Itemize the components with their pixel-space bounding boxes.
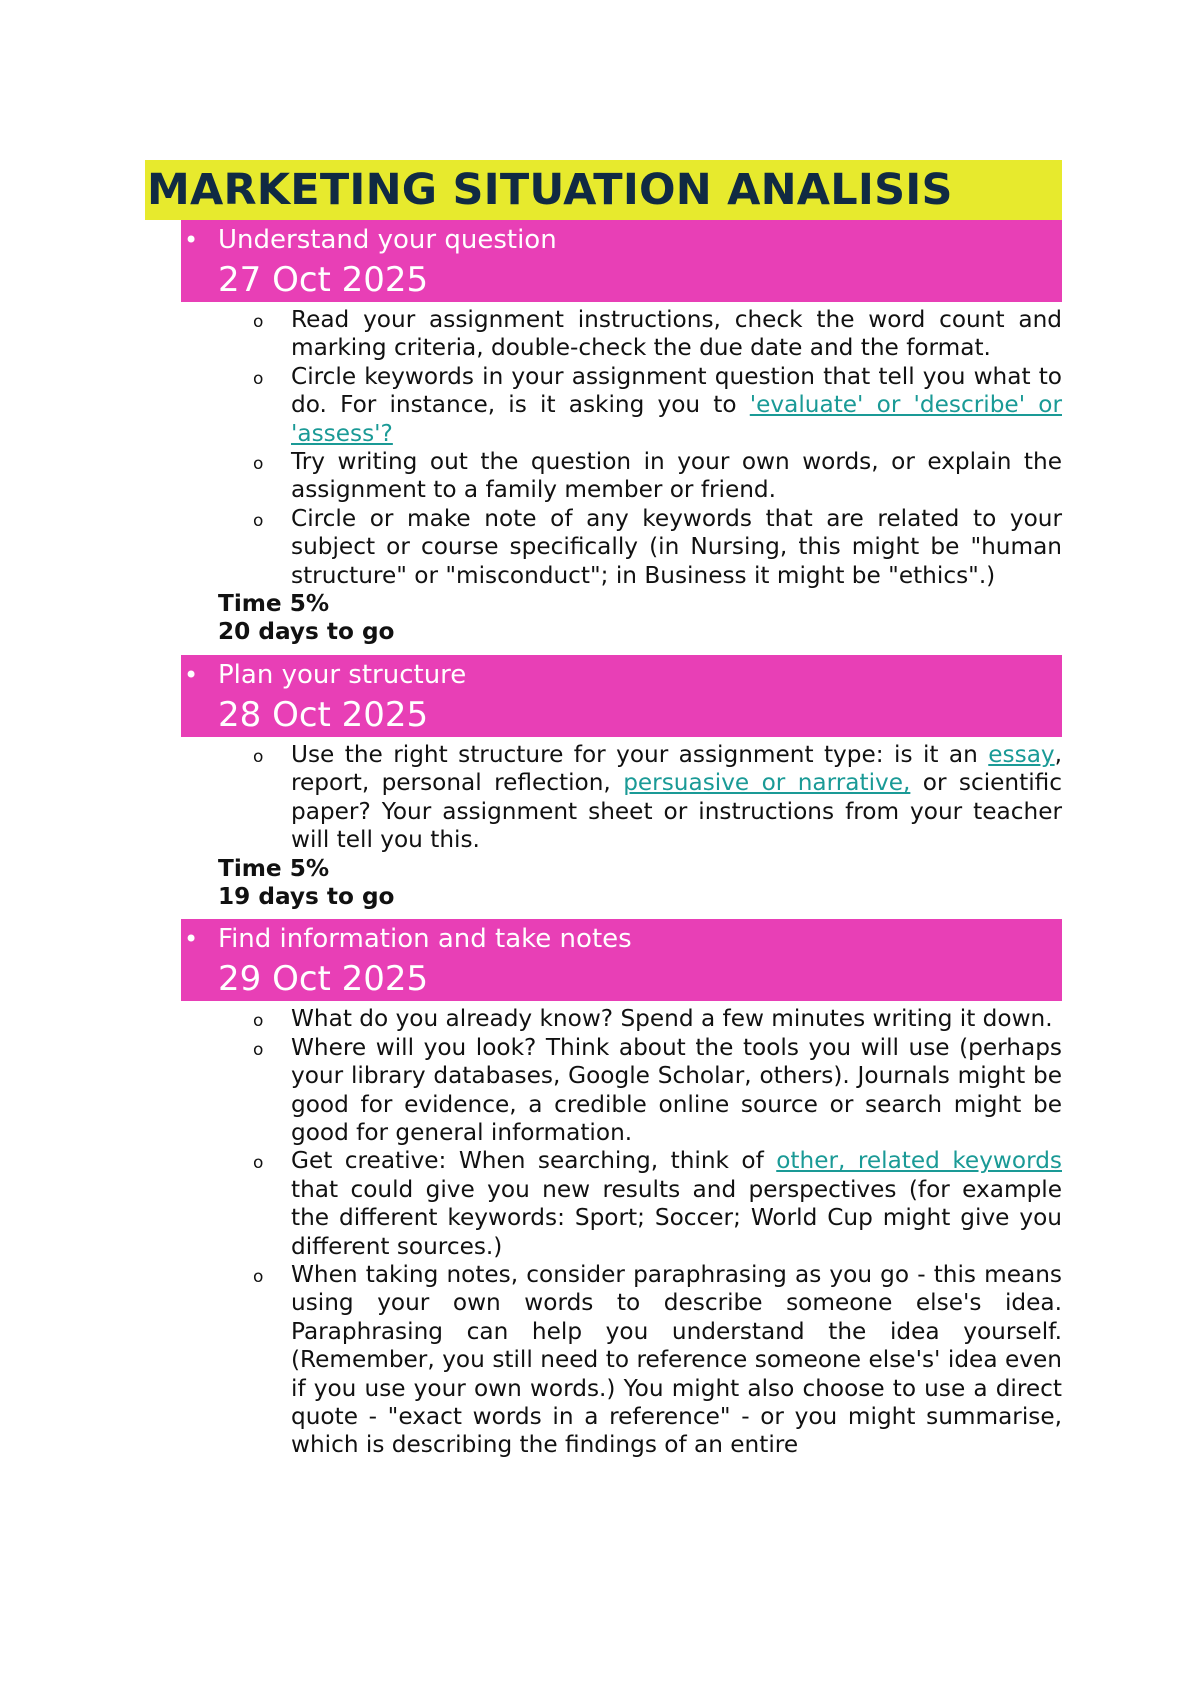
sub-bullet-icon: o bbox=[253, 368, 264, 389]
inline-link[interactable]: other, related keywords bbox=[776, 1147, 1062, 1175]
item-list bbox=[181, 306, 1062, 590]
list-item: o Try writing out the question in your own words, or explain the assignment to a family member or friend. bbox=[253, 448, 1062, 504]
section-1 bbox=[181, 220, 1062, 647]
section-date: 28 Oct 2025 bbox=[218, 694, 429, 735]
item-list bbox=[181, 1005, 1062, 1460]
document-body bbox=[145, 160, 1062, 1460]
section-date: 27 Oct 2025 bbox=[218, 260, 429, 300]
list-item: o What do you already know? Spend a few minutes writing it down. bbox=[291, 1005, 1062, 1033]
time-estimate: Time 5% bbox=[218, 854, 330, 882]
list-item: o Read your assignment instructions, check the word count and marking criteria, double-check the due date and the format. bbox=[253, 306, 1062, 362]
section-header bbox=[181, 655, 1062, 737]
sub-bullet-icon: o bbox=[253, 510, 264, 531]
section-header bbox=[181, 919, 1062, 1001]
section-label: Find information and take notes bbox=[218, 924, 632, 955]
list-item: o Get creative: When searching, think of other, related keywords that could give you new results and perspectives (for example the different keywords: Sport; Soccer; World Cup might give you different sources.) bbox=[253, 1147, 1062, 1260]
list-item: o Use the right structure for your assignment type: is it an essay, report, personal reflection, persuasive or narrative, or scientific paper? Your assignment sheet or instructions from your teacher will tell you this. bbox=[253, 740, 1062, 854]
sub-bullet-icon: o bbox=[253, 1153, 264, 1174]
section-gap bbox=[145, 911, 1062, 919]
inline-link[interactable]: persuasive or narrative, bbox=[623, 769, 911, 797]
section-gap bbox=[145, 647, 1062, 655]
days-countdown: 20 days to go bbox=[218, 618, 395, 646]
sub-bullet-icon: o bbox=[253, 1266, 264, 1287]
sub-bullet-icon: o bbox=[253, 746, 264, 767]
section-date: 29 Oct 2025 bbox=[218, 959, 429, 1000]
sub-bullet-icon: o bbox=[253, 1011, 264, 1032]
bullet-icon: • bbox=[184, 660, 199, 689]
time-estimate: Time 5% bbox=[218, 590, 330, 618]
section-header bbox=[181, 220, 1062, 302]
days-countdown: 19 days to go bbox=[218, 882, 395, 910]
sub-bullet-icon: o bbox=[253, 454, 264, 475]
bullet-icon: • bbox=[184, 226, 199, 254]
item-list bbox=[181, 741, 1062, 855]
section-3 bbox=[181, 919, 1062, 1460]
sub-bullet-icon: o bbox=[253, 312, 264, 332]
section-label: Plan your structure bbox=[218, 659, 467, 690]
section-2 bbox=[181, 655, 1062, 911]
list-item: o Where will you look? Think about the tools you will use (perhaps your library databases, Google Scholar, others). Journals might be good for evidence, a credible online source or search might be good for general information. bbox=[253, 1033, 1062, 1146]
bullet-icon: • bbox=[184, 925, 199, 954]
page-title: MARKETING SITUATION ANALISIS bbox=[145, 160, 1062, 220]
section-label: Understand your question bbox=[218, 225, 557, 255]
list-item: o Circle or make note of any keywords that are related to your subject or course specifically (in Nursing, this might be "human structure" or "misconduct"; in Business it might be "ethics".) bbox=[253, 504, 1062, 589]
inline-link[interactable]: essay bbox=[988, 740, 1055, 768]
sections-container bbox=[145, 220, 1062, 1460]
list-item: o When taking notes, consider paraphrasing as you go - this means using your own words to describe someone else's idea. Paraphrasing can help you understand the idea yourself. (Remember, you still need to reference someone else's' idea even if you use your own words.) You might also choose to use a direct quote - "exact words in a reference" - or you might summarise, which is describing the findings of an entire bbox=[253, 1260, 1062, 1459]
inline-link[interactable]: 'evaluate' or 'describe' or 'assess'? bbox=[291, 391, 1062, 447]
list-item: o Circle keywords in your assignment question that tell you what to do. For instance, is it asking you to 'evaluate' or 'describe' or 'assess'? bbox=[253, 362, 1062, 447]
sub-bullet-icon: o bbox=[253, 1039, 264, 1060]
